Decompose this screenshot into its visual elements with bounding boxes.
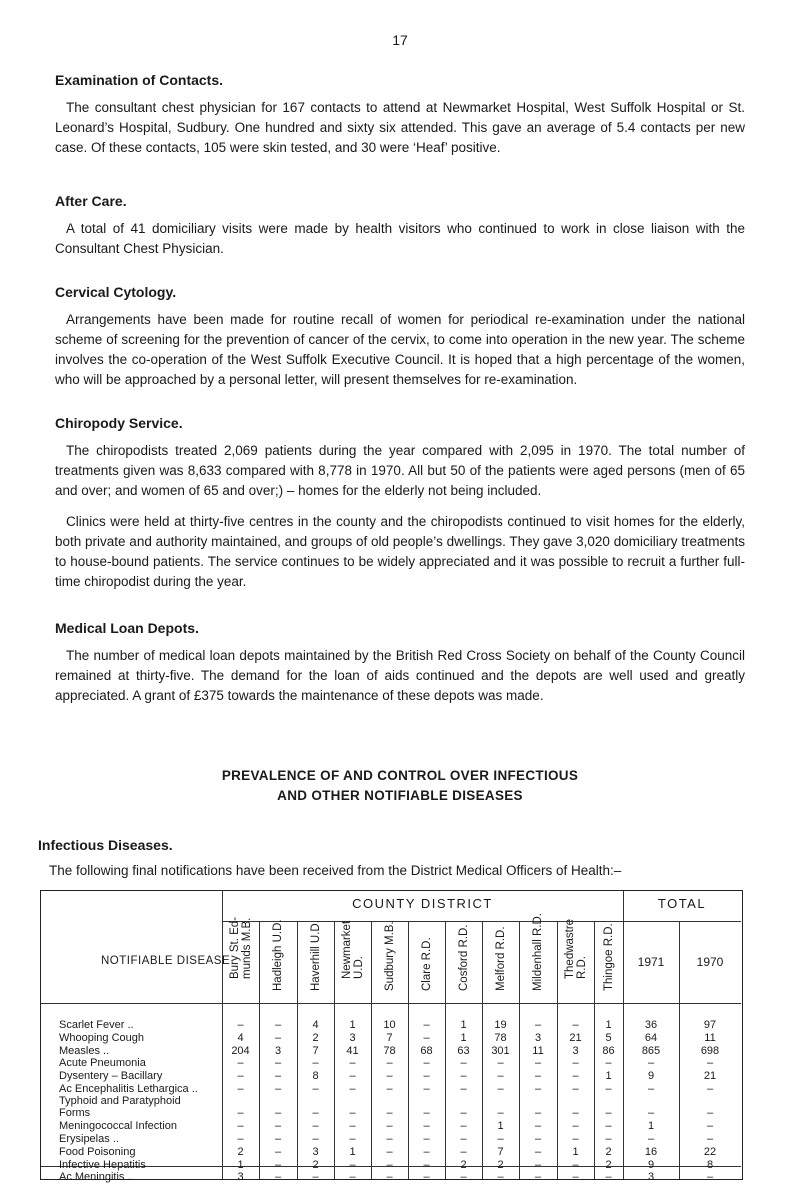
table-cell: –	[386, 1107, 393, 1119]
table-cell: –	[572, 1070, 579, 1082]
table-cell: 1	[349, 1019, 356, 1031]
table-cell: 1	[460, 1019, 467, 1031]
section-heading: Examination of Contacts.	[55, 72, 224, 88]
table-cell: –	[423, 1171, 430, 1183]
table-cell: –	[572, 1120, 579, 1132]
table-cell: –	[423, 1159, 430, 1171]
table-cell: –	[237, 1133, 244, 1145]
table-cell: –	[423, 1107, 430, 1119]
table-cell: –	[386, 1159, 393, 1171]
disease-label: Typhoid and Paratyphoid	[59, 1095, 181, 1107]
table-cell: 19	[494, 1019, 507, 1031]
table-cell: –	[349, 1120, 356, 1132]
table-cell: –	[386, 1083, 393, 1095]
disease-label: Ac Encephalitis Lethargica ..	[59, 1083, 198, 1095]
table-cell: –	[460, 1107, 467, 1119]
table-cell: –	[237, 1057, 244, 1069]
table-cell: –	[274, 1083, 282, 1095]
table-cell: 8	[706, 1159, 714, 1171]
table-cell: –	[534, 1019, 542, 1031]
total-header: TOTAL	[657, 896, 707, 911]
disease-label: Meningococcal Infection	[59, 1120, 178, 1132]
table-cell: –	[423, 1032, 430, 1044]
table-cell: –	[460, 1070, 467, 1082]
table-cell: 36	[644, 1019, 658, 1031]
table-cell: –	[349, 1107, 356, 1119]
table-cell: –	[572, 1133, 579, 1145]
table-cell: –	[349, 1083, 356, 1095]
table-cell: 865	[641, 1045, 661, 1057]
table-cell: –	[706, 1057, 714, 1069]
table-cell: –	[605, 1057, 612, 1069]
table-cell: –	[497, 1057, 504, 1069]
table-row	[41, 1133, 741, 1145]
section-cervical-cytology	[55, 284, 745, 390]
column-header	[222, 917, 259, 1003]
table-cell: 3	[274, 1045, 282, 1057]
table-cell: –	[312, 1120, 319, 1132]
table-cell: 301	[491, 1045, 510, 1057]
section-paragraph: The number of medical loan depots maintained by the British Red Cross Society on behalf of the County Council remained at thirty-five. The demand for the loan of aids continued and the depots are well used and greatly appreciated. A grant of £375 towards the maintenance of these depots was made.	[55, 648, 745, 703]
year-1971-header: 1971	[637, 955, 665, 969]
table-row	[41, 1057, 741, 1069]
table-cell: –	[534, 1070, 542, 1082]
table-cell: –	[706, 1120, 714, 1132]
page-number: 17	[392, 32, 408, 48]
table-cell: 7	[386, 1032, 393, 1044]
disease-label: Food Poisoning	[59, 1146, 136, 1158]
table-cell: –	[460, 1057, 467, 1069]
table-cell: –	[497, 1133, 504, 1145]
table-cell: –	[534, 1083, 542, 1095]
table-cell: 63	[457, 1045, 470, 1057]
section-medical-loan-depots	[55, 620, 745, 706]
table-cell: 3	[312, 1146, 319, 1158]
table-cell: –	[274, 1159, 282, 1171]
table-cell: 2	[312, 1159, 319, 1171]
disease-label: Infective Hepatitis	[59, 1159, 146, 1171]
table-cell: 3	[237, 1171, 244, 1183]
table-cell: –	[349, 1159, 356, 1171]
table-cell: –	[460, 1120, 467, 1132]
table-cell: –	[605, 1083, 612, 1095]
table-cell: 3	[572, 1045, 579, 1057]
table-cell: 2	[237, 1146, 244, 1158]
table-cell: –	[572, 1107, 579, 1119]
section-examination-of-contacts	[55, 72, 745, 158]
table-cell: –	[274, 1019, 282, 1031]
column-header	[297, 920, 334, 1003]
table-cell: 78	[494, 1032, 507, 1044]
table-cell: 3	[647, 1171, 655, 1183]
table-cell: –	[534, 1171, 542, 1183]
table-cell: 1	[572, 1146, 579, 1158]
disease-label: Measles ..	[59, 1045, 110, 1057]
table-cell: 4	[312, 1019, 319, 1031]
table-cell: –	[312, 1133, 319, 1145]
table-cell: –	[534, 1057, 542, 1069]
disease-label: Dysentery – Bacillary	[59, 1070, 163, 1082]
table-cell: –	[349, 1171, 356, 1183]
section-infectious-diseases	[38, 837, 743, 881]
column-header-label: Newmarket U.D.	[340, 920, 365, 979]
table-cell: –	[274, 1133, 282, 1145]
table-cell: 1	[497, 1120, 504, 1132]
table-cell: –	[497, 1107, 504, 1119]
table-cell: –	[605, 1171, 612, 1183]
table-cell: –	[423, 1146, 430, 1158]
notifiable-diseases-table	[40, 890, 743, 1183]
table-cell: –	[423, 1133, 430, 1145]
section-paragraph: A total of 41 domiciliary visits were made by health visitors who continued to work in close liaison with the Consultant Chest Physician.	[55, 221, 745, 256]
table-cell: –	[572, 1083, 579, 1095]
table-cell: 10	[383, 1019, 396, 1031]
table-cell: –	[534, 1146, 542, 1158]
disease-label: Forms	[59, 1107, 91, 1119]
column-header-label: Clare R.D.	[420, 937, 433, 991]
table-cell: 16	[644, 1146, 658, 1158]
table-cell: –	[706, 1107, 714, 1119]
table-cell: –	[423, 1019, 430, 1031]
table-cell: –	[706, 1171, 714, 1183]
column-header-label: Mildenhall R.D.	[532, 913, 544, 991]
column-header	[594, 923, 623, 1003]
table-cell: –	[647, 1057, 655, 1069]
disease-label: Whooping Cough	[59, 1032, 145, 1044]
column-header	[519, 913, 557, 1003]
table-cell: –	[237, 1120, 244, 1132]
table-cell: –	[312, 1057, 319, 1069]
table-cell: 2	[605, 1159, 612, 1171]
section-paragraph: Clinics were held at thirty-five centres in the county and the chiropodists continued to visit homes for the elderly, both private and authority maintained, and groups of old people’s dwellings. They gave 3,020 domiciliary treatments to house-bound patients. The service continues to be widely appreciated and it was possible to recruit a further full-time chiropodist during the year.	[55, 514, 745, 589]
table-row	[41, 1159, 741, 1171]
table-cell: –	[647, 1107, 655, 1119]
table-cell: –	[274, 1146, 282, 1158]
table-cell: 1	[605, 1070, 612, 1082]
table-cell: 41	[346, 1045, 359, 1057]
table-cell: –	[706, 1083, 714, 1095]
table-cell: –	[423, 1070, 430, 1082]
table-cell: 7	[497, 1146, 504, 1158]
section-paragraph: The consultant chest physician for 167 contacts to attend at Newmarket Hospital, West Suffolk Hospital or St. Leonard’s Hospital, Sudbury. One hundred and sixty six attended. This gave an average of 5.4 contacts per new case. Of these contacts, 105 were skin tested, and 30 were ‘Heaf’ positive.	[55, 100, 745, 155]
section-paragraph: Arrangements have been made for routine recall of women for periodical re-examination under the national scheme of screening for the prevention of cancer of the cervix, to come into operation in the new year. The scheme involves the co-operation of the West Suffolk Executive Council. It is hoped that a high percentage of the women, who will be approached by a personal letter, will present themselves for re-examination.	[55, 312, 745, 387]
column-header	[408, 923, 445, 1003]
main-title-line-1: PREVALENCE OF AND CONTROL OVER INFECTIOUS	[221, 768, 579, 783]
table-cell: –	[572, 1171, 579, 1183]
table-cell: 1	[605, 1019, 612, 1031]
table-cell: 1	[647, 1120, 655, 1132]
table-cell: 22	[703, 1146, 717, 1158]
column-header-label: Haverhill U.D.	[309, 920, 322, 991]
column-header	[334, 920, 371, 1003]
notifiable-disease-header: NOTIFIABLE DISEASE	[101, 955, 231, 967]
table-cell: 86	[602, 1045, 615, 1057]
table-cell: 5	[605, 1032, 612, 1044]
table-cell: 4	[237, 1032, 244, 1044]
column-header	[259, 919, 297, 1003]
table-cell: –	[460, 1146, 467, 1158]
section-paragraph: The chiropodists treated 2,069 patients during the year compared with 2,095 in 1970. The total number of treatments given was 8,633 compared with 8,778 in 1970. All but 50 of the patients were aged persons (men of 65 and over; and women of 65 and over;) – homes for the elderly not being included.	[55, 443, 745, 498]
table-cell: –	[237, 1070, 244, 1082]
table-cell: –	[497, 1083, 504, 1095]
table-cell: 2	[312, 1032, 319, 1044]
table-cell: –	[274, 1032, 282, 1044]
table-cell: 204	[231, 1045, 250, 1057]
table-cell: 97	[703, 1019, 717, 1031]
disease-label: Scarlet Fever ..	[59, 1019, 134, 1031]
column-header-label: Thingoe R.D.	[602, 923, 615, 991]
disease-label: Acute Pneumonia	[59, 1057, 146, 1069]
table-cell: –	[386, 1171, 393, 1183]
table-cell: –	[237, 1083, 244, 1095]
column-header-label: Bury St. Ed- munds M.B.	[228, 917, 253, 979]
column-header	[371, 923, 408, 1003]
table-cell: –	[534, 1133, 542, 1145]
main-title-line-2: AND OTHER NOTIFIABLE DISEASES	[277, 788, 523, 803]
column-header-label: Hadleigh U.D.	[272, 919, 284, 991]
section-chiropody-service	[55, 415, 745, 592]
table-cell: –	[423, 1057, 430, 1069]
table-cell: 3	[534, 1032, 542, 1044]
table-row	[41, 1070, 741, 1082]
table-cell: –	[572, 1159, 579, 1171]
table-cell: –	[274, 1120, 282, 1132]
table-cell: 3	[349, 1032, 356, 1044]
table-rule	[41, 1003, 741, 1004]
column-header	[482, 923, 519, 1003]
table-cell: –	[312, 1083, 319, 1095]
table-cell: –	[647, 1133, 655, 1145]
table-cell: –	[386, 1120, 393, 1132]
table-cell: 11	[532, 1045, 544, 1057]
table-cell: 64	[644, 1032, 658, 1044]
table-cell: –	[237, 1107, 244, 1119]
table-row	[41, 1083, 741, 1095]
table-cell: 1	[237, 1159, 244, 1171]
section-heading: After Care.	[55, 193, 127, 209]
table-row	[41, 1171, 741, 1183]
table-cell: –	[312, 1107, 319, 1119]
table-cell: –	[312, 1171, 319, 1183]
table-row	[41, 1045, 741, 1057]
table-row	[41, 1095, 741, 1107]
section-heading: Chiropody Service.	[55, 415, 183, 431]
table-cell: –	[423, 1083, 430, 1095]
column-header-label: Sudbury M.B.	[383, 921, 396, 991]
disease-label: Ac Meningitis ..	[59, 1171, 134, 1183]
table-cell: –	[274, 1070, 282, 1082]
table-cell: 68	[420, 1045, 433, 1057]
table-cell: –	[237, 1019, 244, 1031]
disease-label: Erysipelas ..	[59, 1133, 119, 1145]
table-cell: 2	[605, 1146, 612, 1158]
table-row	[41, 1032, 741, 1044]
table-cell: –	[572, 1057, 579, 1069]
table-cell: 21	[703, 1070, 717, 1082]
county-district-header: COUNTY DISTRICT	[352, 896, 493, 911]
table-cell: –	[274, 1171, 282, 1183]
section-heading: Cervical Cytology.	[55, 284, 177, 300]
table-cell: 698	[700, 1045, 720, 1057]
column-header	[445, 923, 482, 1003]
table-cell: –	[497, 1070, 504, 1082]
table-cell: –	[386, 1070, 393, 1082]
year-1970-header: 1970	[696, 955, 724, 969]
table-cell: –	[605, 1107, 612, 1119]
column-header-label: Thedwastre R.D.	[563, 918, 588, 979]
table-cell: 11	[704, 1032, 716, 1044]
table-cell: 7	[312, 1045, 319, 1057]
table-cell: 78	[383, 1045, 396, 1057]
table-cell: 21	[569, 1032, 582, 1044]
table-cell: –	[274, 1107, 282, 1119]
table-cell: –	[349, 1070, 356, 1082]
table-cell: 9	[647, 1159, 655, 1171]
table-cell: 2	[497, 1159, 504, 1171]
table-row	[41, 1019, 741, 1031]
column-header-label: Melford R.D.	[494, 926, 507, 991]
table-row	[41, 1120, 741, 1132]
table-cell: 8	[312, 1070, 319, 1082]
table-cell: –	[460, 1171, 467, 1183]
table-cell: –	[605, 1120, 612, 1132]
section-after-care	[55, 193, 745, 259]
table-cell: –	[605, 1133, 612, 1145]
table-cell: –	[534, 1107, 542, 1119]
column-header-label: Cosford R.D.	[457, 924, 470, 991]
column-header	[557, 918, 594, 1003]
table-cell: 1	[460, 1032, 467, 1044]
section-intro: The following final notifications have been received from the District Medical Officers of Health:–	[49, 863, 622, 878]
table-cell: –	[386, 1057, 393, 1069]
table-cell: –	[423, 1120, 430, 1132]
table-cell: 2	[460, 1159, 467, 1171]
table-cell: –	[572, 1019, 579, 1031]
table-row	[41, 1107, 741, 1119]
table-cell: 1	[349, 1146, 356, 1158]
table-cell: –	[460, 1083, 467, 1095]
table-cell: –	[349, 1057, 356, 1069]
table-cell: –	[460, 1133, 467, 1145]
table-cell: –	[274, 1057, 282, 1069]
table-row	[41, 1146, 741, 1158]
table-cell: –	[386, 1146, 393, 1158]
table-cell: –	[706, 1133, 714, 1145]
table-cell: –	[497, 1171, 504, 1183]
table-cell: –	[349, 1133, 356, 1145]
section-heading: Infectious Diseases.	[38, 837, 173, 853]
table-cell: –	[534, 1159, 542, 1171]
table-cell: –	[534, 1120, 542, 1132]
table-cell: 9	[647, 1070, 655, 1082]
table-cell: –	[386, 1133, 393, 1145]
table-cell: –	[647, 1083, 655, 1095]
section-heading: Medical Loan Depots.	[55, 620, 199, 636]
